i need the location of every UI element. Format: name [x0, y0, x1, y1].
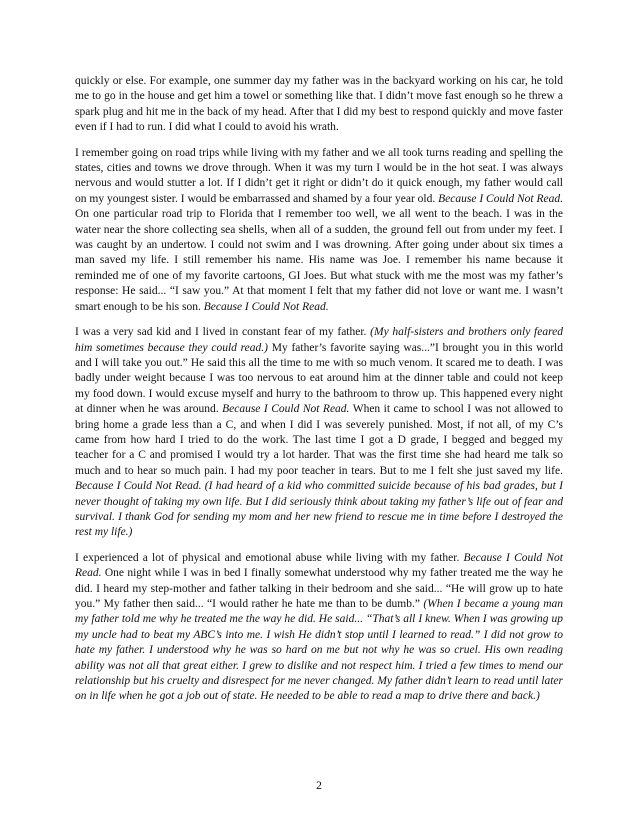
- paragraph-3: [75, 325, 563, 541]
- page-number: 2: [316, 780, 322, 792]
- text-run: When it came to school I was not allowed to bring home a grade less than a C, and when I did I was severely punished. Most, if not all, of my C’s came from how hard I tried to do the work. The last time I got a D grade, I begged and begged my teacher for a C and promised I would try a lot harder. That was the first time she had heard me talk so much and to hear so much pain. I had my poor teacher in tears. But to me I felt she just saved my life.: [75, 403, 563, 477]
- text-run: I remember going on road trips while living with my father and we all took turns reading and spelling the states, cities and towns we drove through. When it was my turn I would be in the hot seat. I was always nervous and would stutter a lot. If I didn’t get it right or didn’t do it quick enough, my father would call on my youngest sister. I would be embarrassed and shamed by a four year old.: [75, 146, 563, 205]
- text-run: My father’s favorite saying was...”I brought you in this world and I will take you out.” He said this all the time to me with so much venom. It scared me to death. I was badly under weight because I was too nervous to eat around him at the dinner table and could not keep my food down. I would excuse myself and hurry to the bathroom to throw up. This happened every night at dinner when he was around.: [75, 341, 563, 416]
- text-run: I experienced a lot of physical and emotional abuse while living with my father.: [75, 551, 464, 564]
- text-run: One night while I was in bed I finally somewhat understood why my father treated me the way he did. I heard my step-mother and father talking in their bedroom and she said... “He will grow up to hate you.” My father then said... “I would rather he hate me than to be dumb.”: [75, 567, 563, 610]
- italic-text: Because I Could Not Read.: [438, 192, 564, 205]
- text-run: quickly or else. For example, one summer day my father was in the backyard working on his car, he told me to go in the house and get him a towel or something like that. I didn’t move fast enough so he threw a spark plug and hit me in the back of my head. After that I did my best to respond quickly and move faster even if I had to run. I did what I could to avoid his wrath.: [75, 75, 563, 134]
- paragraph-2: [75, 146, 563, 315]
- paragraph-4: [75, 551, 563, 705]
- text-run: I was a very sad kid and I lived in constant fear of my father.: [75, 326, 371, 339]
- italic-text: (When I became a young man my father told me why he treated me the way he did. He said... “That’s all I knew. When I was growing up my uncle had to beat my ABC’s into me. I wish He didn’t stop until I learned to read.” I did not grow to hate my father. I understood why he was so hard on me but not why he was so cruel. His own reading ability was not all that great either. I grew to dislike and not respect him. I tried a few times to mend our relationship but his cruelty and disrespect for me never changed. My father didn’t learn to read until later on in life when he got a job out of state. He needed to be able to read a map to drive there and back.): [75, 598, 563, 703]
- italic-text: Because I Could Not Read.: [203, 300, 329, 313]
- body-text: [75, 74, 563, 715]
- italic-text: (My half-sisters and brothers only feared him sometimes because they could read.): [75, 326, 563, 354]
- italic-text: Because I Could Not Read. (I had heard of a kid who committed suicide because of his bad grades, but I never thought of taking my own life. But I did seriously think about taking my father’s life out of fear and survival. I thank God for sending my mom and her new friend to rescue me in time before I destroyed the rest my life.): [75, 480, 563, 539]
- paragraph-1: [75, 74, 563, 136]
- italic-text: Because I Could Not Read.: [222, 403, 350, 416]
- text-run: On one particular road trip to Florida that I remember too well, we all went to the beach. I was in the water near the shore collecting sea shells, when all of a sudden, the ground fell out from under my feet. I was caught by an undertow. I could not swim and I was drowning. After going under about six times a man saved my life. I still remember his name. His name was Joe. I remember his name because it reminded me of one of my favorite cartoons, GI Joes. But what stuck with me the most was my father’s response: He said... “I saw you.” At that moment I felt that my father did not love or want me. I wasn’t smart enough to be his son.: [75, 208, 563, 313]
- italic-text: Because I Could Not Read.: [75, 551, 563, 580]
